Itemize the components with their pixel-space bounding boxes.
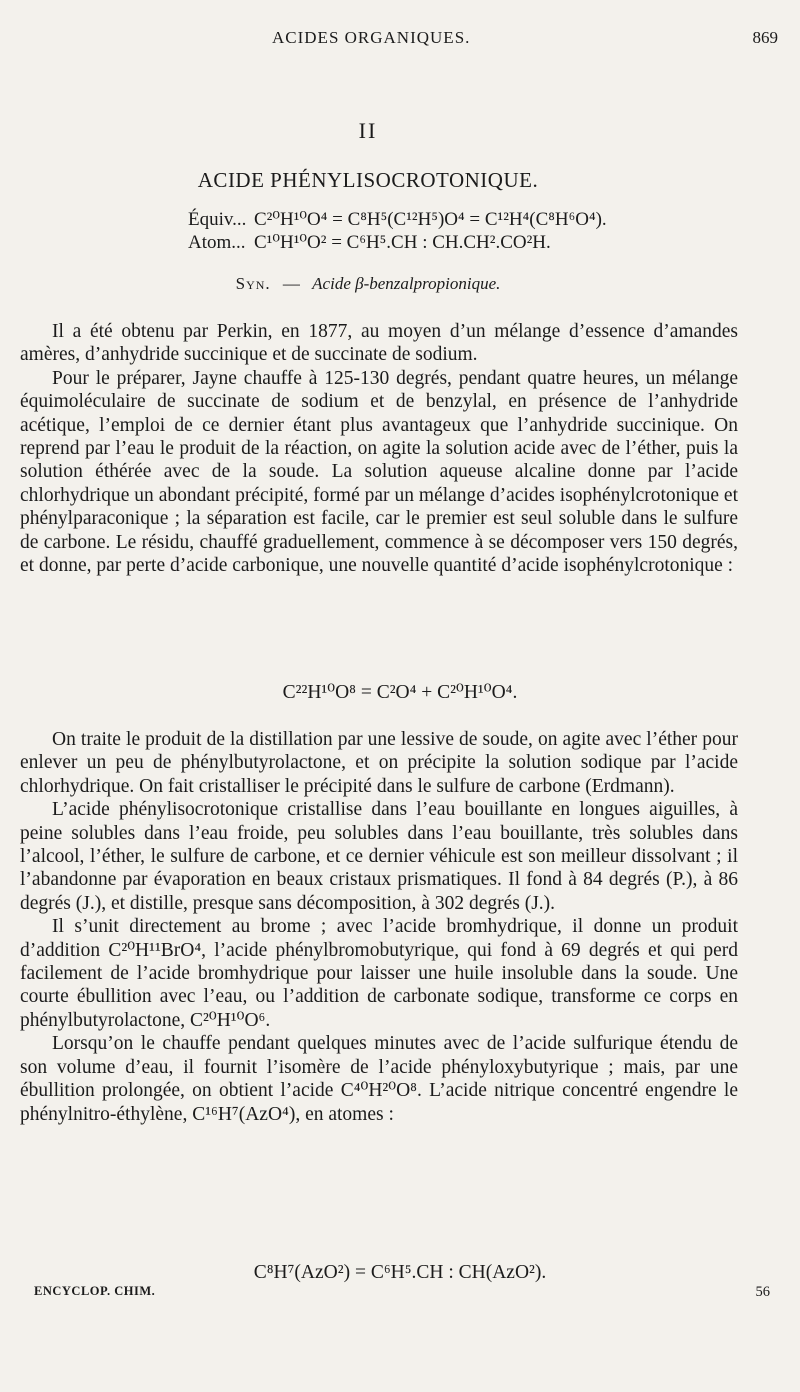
- formula-value: C²⁰H¹⁰O⁴ = C⁸H⁵(C¹²H⁵)O⁴ = C¹²H⁴(C⁸H⁶O⁴).: [254, 209, 607, 230]
- page-number: 869: [752, 28, 778, 47]
- formula-label: Atom...: [188, 232, 246, 253]
- formula-label: Équiv...: [188, 209, 247, 230]
- footer-sheet-number: 56: [755, 1284, 770, 1300]
- equation-nitro: C⁸H⁷(AzO²) = C⁶H⁵.CH : CH(AzO²).: [253, 1262, 547, 1283]
- formula-block: [188, 208, 607, 254]
- running-head: [0, 24, 800, 50]
- formula-value: C¹⁰H¹⁰O² = C⁶H⁵.CH : CH.CH².CO²H.: [254, 232, 551, 253]
- synonym-separator: —: [282, 274, 300, 293]
- formula-row-equiv: [188, 208, 607, 231]
- body-text-block-2: [20, 728, 738, 1126]
- formula-row-atom: [188, 231, 607, 254]
- synonym-label: Syn.: [235, 274, 271, 293]
- paragraph: L’acide phénylisocrotonique cristallise dans l’eau bouillante en longues aiguilles, à peine solubles dans l’eau froide, peu solubles dans l’eau bouillante, très solubles dans l’alcool, l’éther, le sulfure de carbone, et ce dernier véhicule est son meilleur dissolvant ; il l’abandonne par évaporation en beaux cristaux prismatiques. Il fond à 84 degrés (P.), à 86 degrés (J.), et distille, presque sans décomposition, à 302 degrés (J.).: [20, 799, 738, 914]
- paragraph: On traite le produit de la distillation par une lessive de soude, on agite avec l’éther pour enlever un peu de phénylbutyrolactone, et on précipite la solution sodique par l’acide chlorhydrique. On fait cristalliser le précipité dans le sulfure de carbone (Erdmann).: [20, 729, 738, 797]
- equation-decomposition: C²²H¹⁰O⁸ = C²O⁴ + C²⁰H¹⁰O⁴.: [282, 682, 518, 703]
- synonym-name: Acide β-benzalpropionique.: [312, 274, 501, 293]
- paragraph: Lorsqu’on le chauffe pendant quelques minutes avec de l’acide sulfurique étendu de son volume d’eau, il fournit l’isomère de l’acide phényloxybutyrique ; mais, par une ébullition prolongée, on obtient l’acide C⁴⁰H²⁰O⁸. L’acide nitrique concentré engendre le phénylnitro-éthylène, C¹⁶H⁷(AzO⁴), en atomes :: [20, 1033, 738, 1125]
- paragraph: Il a été obtenu par Perkin, en 1877, au moyen d’un mélange d’essence d’amandes amères, d’anhydride succinique et de succinate de sodium.: [20, 321, 738, 366]
- compound-title: ACIDE PHÉNYLISOCROTONIQUE.: [197, 168, 539, 192]
- paragraph: Il s’unit directement au brome ; avec l’acide bromhydrique, il donne un produit d’addition C²⁰H¹¹BrO⁴, l’acide phénylbromobutyrique, qui fond à 69 degrés et qui perd facilement de l’acide bromhydrique pour laisser une huile insoluble dans la soude. Une courte ébullition avec l’eau, ou l’addition de carbonate sodique, transforme ce corps en phénylbutyrolactone, C²⁰H¹⁰O⁶.: [20, 916, 738, 1031]
- section-number: II: [358, 118, 378, 143]
- footer-signature: ENCYCLOP. CHIM.: [34, 1284, 156, 1298]
- running-title: ACIDES ORGANIQUES.: [272, 28, 471, 47]
- synonym-line: [0, 274, 736, 294]
- paragraph: Pour le préparer, Jayne chauffe à 125-130 degrés, pendant quatre heures, un mélange équimoléculaire de succinate de sodium et de benzylal, en présence de l’anhydride acétique, l’emploi de ce dernier étant plus avantageux que l’anhydride succinique. On reprend par l’eau le produit de la réaction, on agite la solution acide avec de l’éther, puis la solution éthérée avec de la soude. La solution aqueuse alcaline donne par l’acide chlorhydrique un abondant précipité, formé par un mélange d’acides isophénylcrotonique et phénylparaconique ; la séparation est facile, car le premier est seul soluble dans le sulfure de carbone. Le résidu, chauffé graduellement, commence à se décomposer vers 150 degrés, et donne, par perte d’acide carbonique, une nouvelle quantité d’acide isophénylcrotonique :: [20, 367, 738, 577]
- body-text-block-1: [20, 320, 738, 577]
